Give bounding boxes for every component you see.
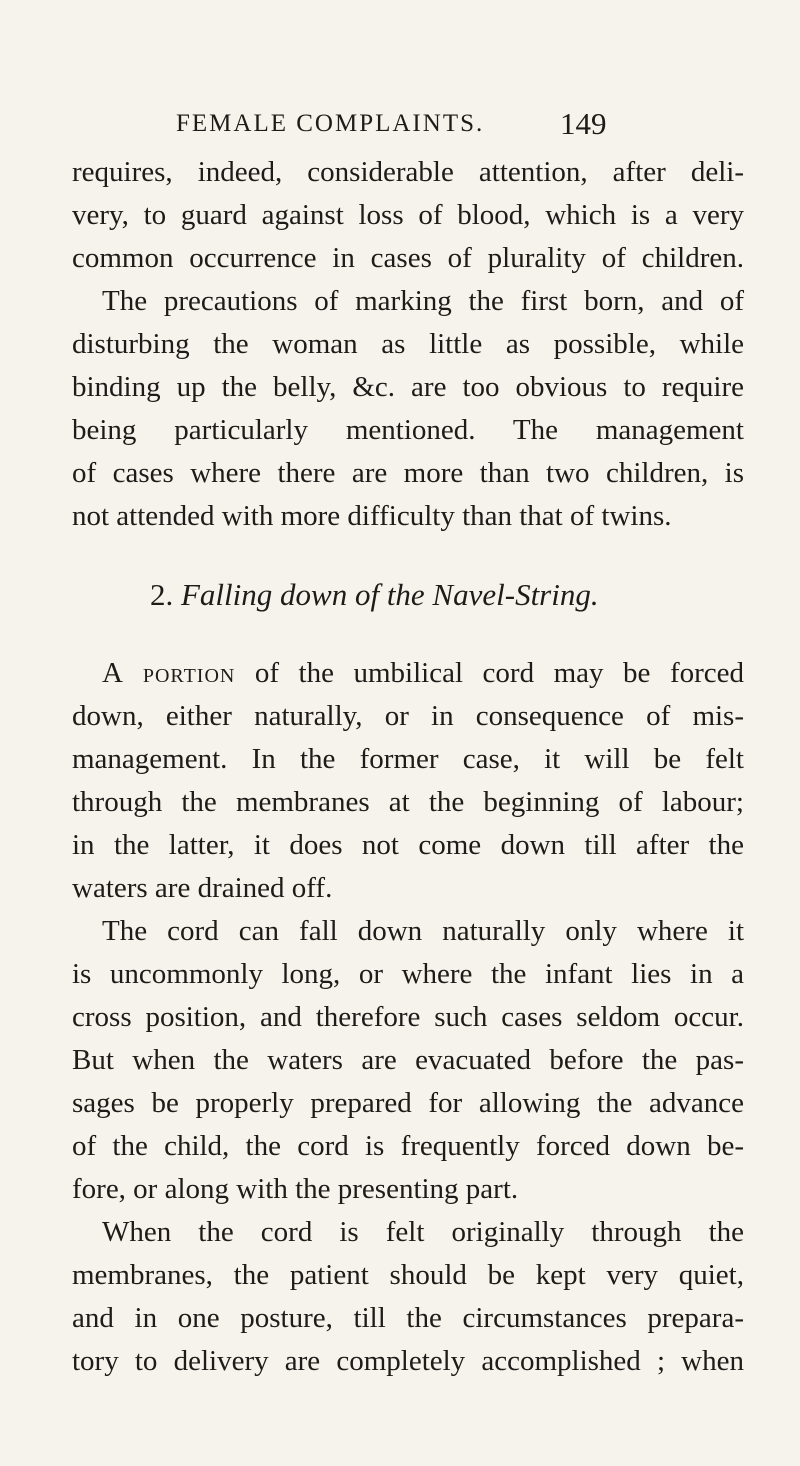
running-header bbox=[0, 104, 800, 144]
lead-small-caps: A portion bbox=[102, 657, 236, 689]
text-line: in the latter, it does not come down till after the bbox=[72, 829, 744, 861]
text-line: binding up the belly, &c. are too obvious to require bbox=[72, 371, 744, 403]
text-line: management. In the former case, it will be felt bbox=[72, 743, 744, 775]
text-line: When the cord is felt originally through the bbox=[102, 1216, 744, 1248]
text-line: cross position, and therefore such cases seldom occur. bbox=[72, 1001, 744, 1033]
first-line-text: of the umbilical cord may be forced bbox=[235, 657, 744, 689]
section-heading bbox=[150, 577, 599, 613]
text-line: tory to delivery are completely accomplished ; when bbox=[72, 1345, 744, 1377]
text-line: and in one posture, till the circumstances prepara- bbox=[72, 1302, 744, 1334]
text-line: But when the waters are evacuated before the pas- bbox=[72, 1044, 744, 1076]
running-title: FEMALE COMPLAINTS. bbox=[176, 110, 485, 137]
text-line: through the membranes at the beginning of labour; bbox=[72, 786, 744, 818]
page-number: 149 bbox=[560, 106, 607, 141]
text-line: of cases where there are more than two children, is bbox=[72, 457, 744, 489]
text-line bbox=[102, 655, 744, 691]
text-line: very, to guard against loss of blood, which is a very bbox=[72, 199, 744, 231]
section-number: 2. bbox=[150, 577, 174, 612]
text-line: down, either naturally, or in consequence of mis- bbox=[72, 700, 744, 732]
text-line: is uncommonly long, or where the infant lies in a bbox=[72, 958, 744, 990]
text-line: not attended with more difficulty than that of twins. bbox=[72, 500, 672, 532]
text-line: common occurrence in cases of plurality of children. bbox=[72, 242, 744, 274]
text-line: The cord can fall down naturally only where it bbox=[102, 915, 744, 947]
text-line: The precautions of marking the first born, and of bbox=[102, 285, 744, 317]
text-line: waters are drained off. bbox=[72, 872, 333, 904]
text-line: being particularly mentioned. The management bbox=[72, 414, 744, 446]
text-line: fore, or along with the presenting part. bbox=[72, 1173, 519, 1205]
text-line: sages be properly prepared for allowing the advance bbox=[72, 1087, 744, 1119]
section-title: Falling down of the Navel-String. bbox=[181, 577, 599, 612]
text-line: requires, indeed, considerable attention, after deli- bbox=[72, 156, 744, 188]
text-line: of the child, the cord is frequently forced down be- bbox=[72, 1130, 744, 1162]
text-line: membranes, the patient should be kept very quiet, bbox=[72, 1259, 744, 1291]
text-line: disturbing the woman as little as possible, while bbox=[72, 328, 744, 360]
